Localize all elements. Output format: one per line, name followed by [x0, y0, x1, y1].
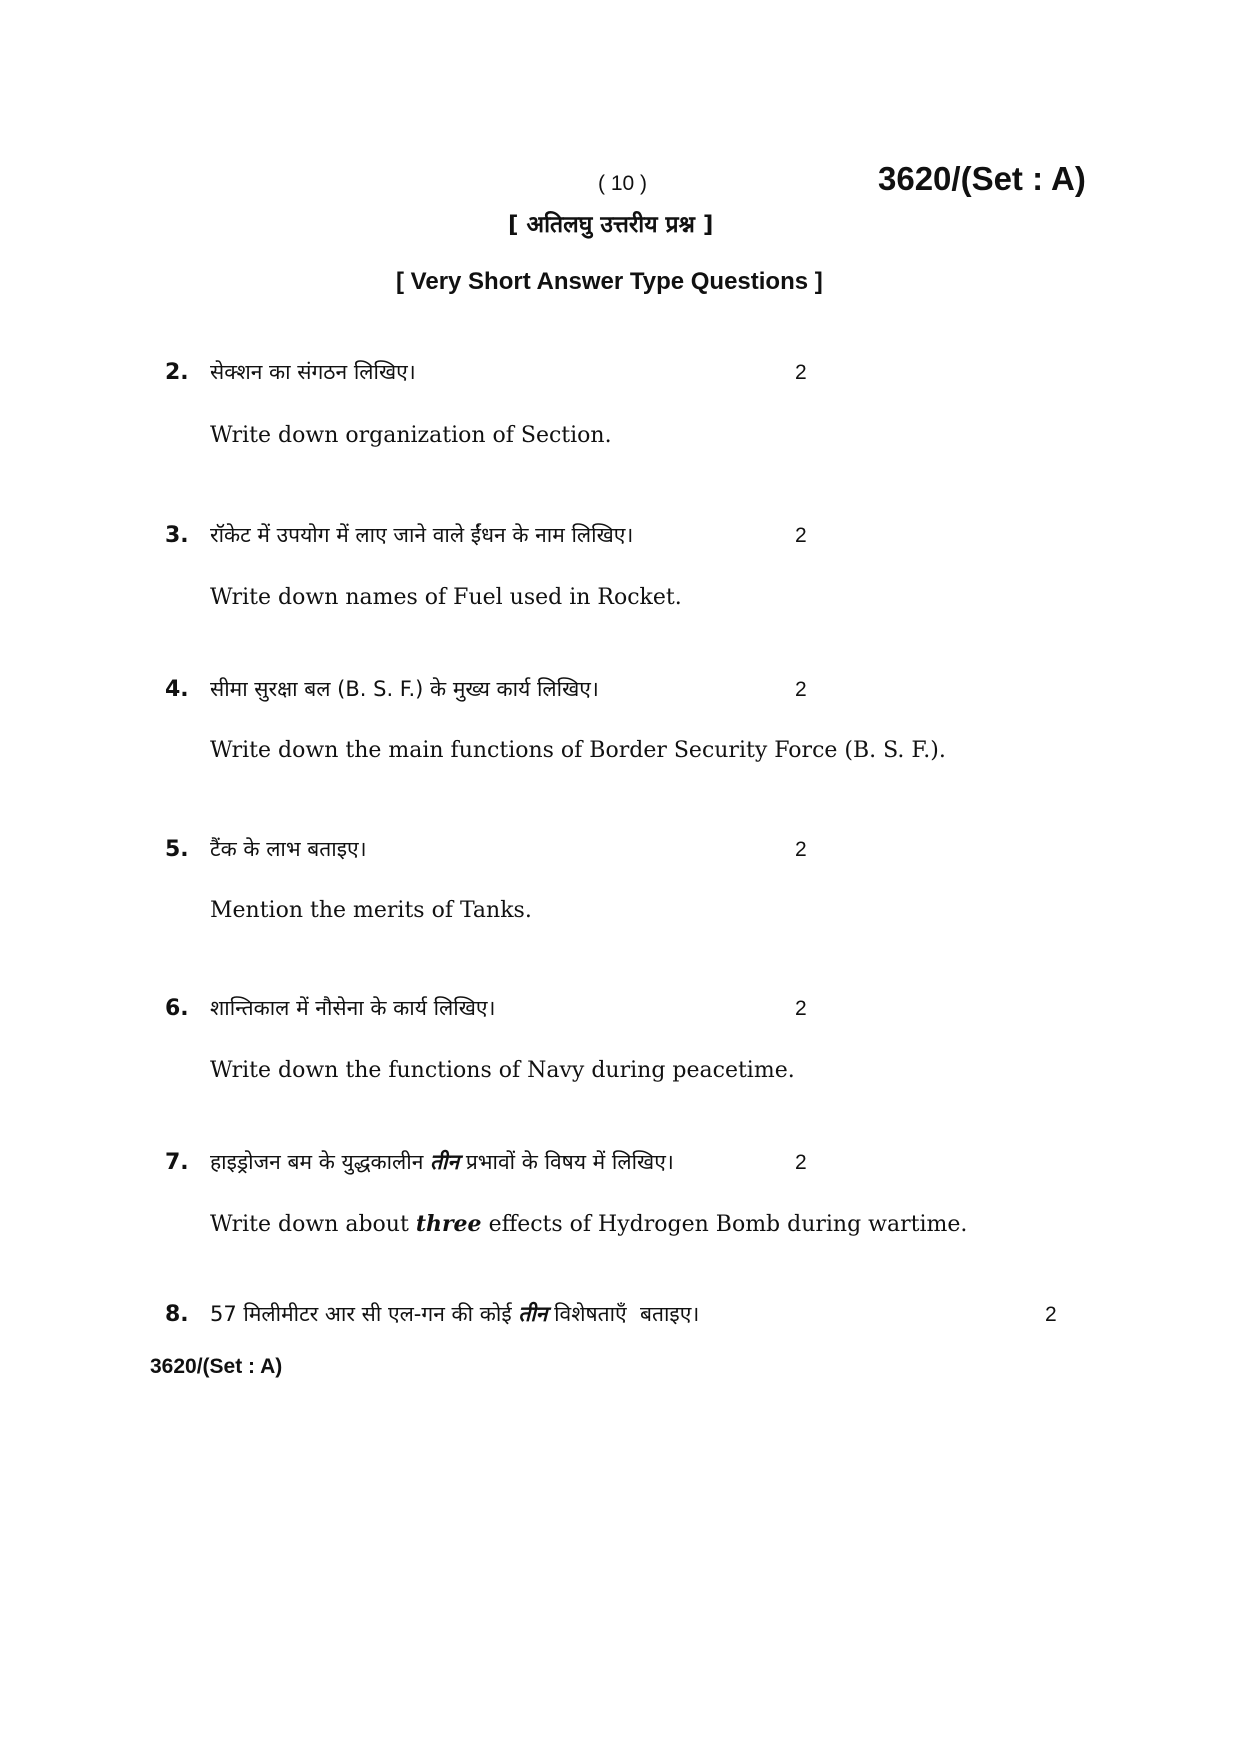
question-text-english: Mention the merits of Tanks. [210, 898, 532, 923]
hindi-emphasis: तीन [518, 1302, 548, 1326]
question-number: 5. [165, 837, 189, 862]
hindi-text-part: प्रभावों के विषय में लिखिए। [465, 1150, 674, 1174]
english-text-part: effects of Hydrogen Bomb during wartime. [488, 1212, 968, 1237]
question-text-hindi [210, 1148, 674, 1176]
question-number: 3. [165, 523, 189, 548]
question-text-hindi: टैंक के लाभ बताइए। [210, 837, 367, 861]
question-marks: 2 [795, 997, 807, 1020]
question-text-hindi: सीमा सुरक्षा बल (B. S. F.) के मुख्य कार्य लिखिए। [210, 677, 599, 701]
question-number: 6. [165, 996, 189, 1021]
hindi-text-part: हाइड्रोजन बम के युद्धकालीन [210, 1150, 424, 1174]
english-emphasis: three [415, 1211, 482, 1237]
set-code-header: 3620/(Set : A) [878, 160, 1086, 197]
question-text-english: Write down organization of Section. [210, 423, 612, 448]
hindi-text-part: विशेषताएँ बताइए। [554, 1302, 700, 1326]
question-number: 7. [165, 1150, 189, 1175]
question-marks: 2 [795, 361, 807, 384]
question-text-hindi: शान्तिकाल में नौसेना के कार्य लिखिए। [210, 996, 496, 1020]
question-marks: 2 [795, 1151, 807, 1174]
section-title-english: [ Very Short Answer Type Questions ] [396, 268, 823, 295]
question-text-english [210, 1211, 967, 1237]
page-number: ( 10 ) [598, 172, 648, 195]
hindi-text-part: 57 मिलीमीटर आर सी एल-गन की कोई [210, 1302, 512, 1326]
set-code-footer: 3620/(Set : A) [150, 1355, 283, 1378]
question-text-hindi [210, 1300, 699, 1328]
question-text-english: Write down the main functions of Border Security Force (B. S. F.). [210, 738, 946, 763]
question-text-hindi: सेक्शन का संगठन लिखिए। [210, 360, 416, 384]
question-number: 2. [165, 360, 189, 385]
question-text-hindi: रॉकेट में उपयोग में लाए जाने वाले ईंधन के नाम लिखिए। [210, 523, 634, 547]
question-marks: 2 [795, 678, 807, 701]
question-text-english: Write down the functions of Navy during peacetime. [210, 1058, 795, 1083]
question-number: 4. [165, 677, 189, 702]
hindi-emphasis: तीन [430, 1150, 460, 1174]
english-text-part: Write down about [210, 1212, 409, 1237]
question-marks: 2 [795, 524, 807, 547]
question-marks: 2 [1045, 1303, 1057, 1326]
question-number: 8. [165, 1302, 189, 1327]
question-text-english: Write down names of Fuel used in Rocket. [210, 585, 682, 610]
section-title-hindi: [ अतिलघु उत्तरीय प्रश्न ] [508, 212, 714, 238]
question-marks: 2 [795, 838, 807, 861]
